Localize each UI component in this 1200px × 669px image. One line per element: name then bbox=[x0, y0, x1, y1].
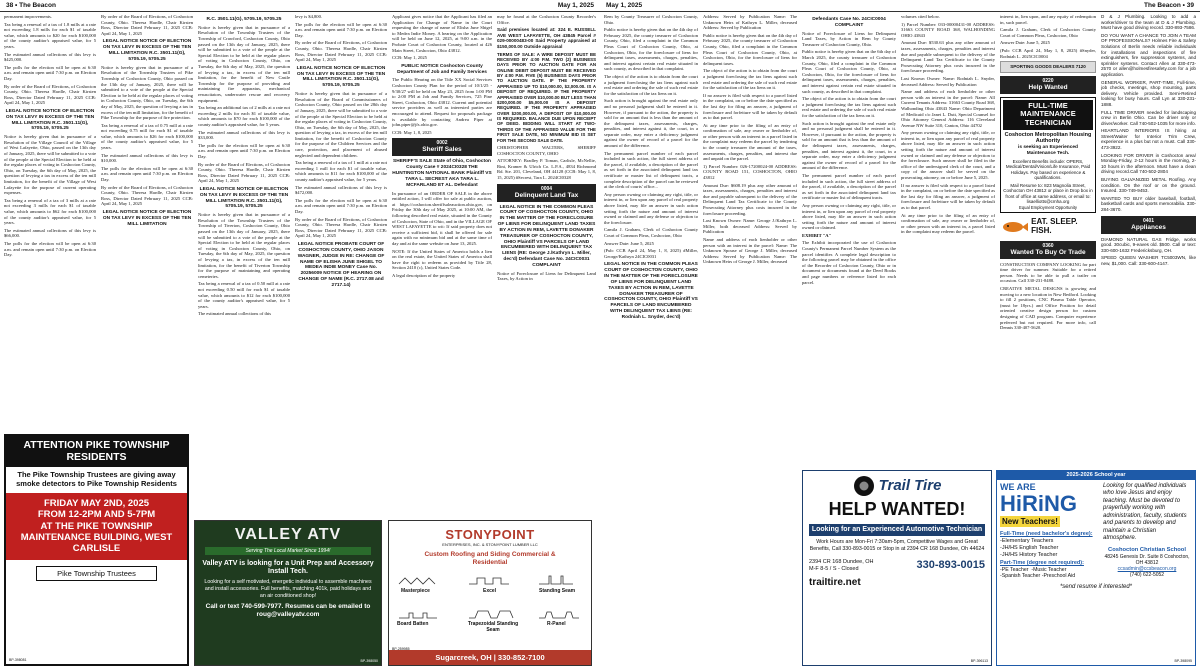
text-block: The polls for the election will be open at 6:30 a.m. and remain open until 7:30 p.m. on Election Day. bbox=[198, 142, 290, 159]
text-block: The permanent parcel number of each parcel included in such action, the full street address of the parcel, if available, a description of the parcel as set forth in the associated delinquent land tax certificate or master list of delinquent tracts. bbox=[802, 172, 896, 201]
text-block: Answer Date: June 5, 2025 bbox=[1000, 40, 1050, 46]
text-block: Name and address of each lienholder or other person with an interest in the parcel: Name: The Unknown Spouse of George J. Miller, deceased Address: Served by Publication Name: The Unknown Heirs of George J. Miller, deceased bbox=[703, 236, 797, 265]
trail-tire-hours: Work Hours are Mon-Fri 7:30am-5pm, Competitive Wages and Great Benefits, Call 330-893-0015 or Stop in at 2394 CR 168 Dundee, Oh 44624 bbox=[809, 539, 985, 553]
text-block: At any time prior to the filing of an entry of confirmation of sale, any owner or lienholder of, or other person with an interest in, a parcel listed in the complaint may redeem the parcel. bbox=[901, 212, 995, 235]
text-block: 38 bbox=[6, 1, 14, 9]
text-block: 0220 bbox=[1042, 77, 1054, 84]
text-block: -Music Teacher bbox=[1031, 566, 1067, 573]
text-block: BP-398095 bbox=[1174, 658, 1192, 663]
text-block: The object of the action is to obtain from the court a judgment foreclosing the tax liens against such real estate and ordering the sale of such real estate for the satisfaction of the tax liens on it. bbox=[703, 68, 797, 91]
text-block: At any time prior to the filing of an entry of confirmation of sale, any owner or lienholder of, or other person with an interest in a parcel listed in the complaint may redeem the parcel by tendering to the county treasurer the amount of the taxes, assessments, charges, penalties, and interest due and unpaid on the parcel. bbox=[703, 122, 797, 162]
text-block: Notice is hereby given that in pursuance of a Resolution of the Township Trustees of Pike Township of Coshocton County, Ohio passed on the 13th day of January, 2025, there will be submitted to a vote of the people at the Special Election to be held at the regular places of voting in Coshocton County, Ohio, on Tuesday, the 6th day of May, 2025, the question of levying a tax in excess of the ten mill limitation, for the benefit of Pike Township for the purpose of fire protection. bbox=[101, 64, 193, 121]
text-block: 48245 Genesis Dr. Suite 8 Coshocton, OH 43812 bbox=[1104, 553, 1190, 566]
valley-atv-body: Looking for a self motivated, energetic individual to assemble machines and install accessories. Full benefits, matching 401k, paid holidays and an air conditioned shop! bbox=[204, 579, 372, 599]
text-block: Board Batten bbox=[397, 621, 429, 627]
legal-heading: LEGAL NOTICE NOTICE OF ELECTION ON TAX LEVY IN EXCESS OF THE TEN MILL LIMITATION R.C. 3501.11(G), 5705.19, 5705.25 bbox=[5, 108, 95, 132]
trail-tire-phone: 330-893-0015 bbox=[916, 559, 985, 572]
right-column-2 bbox=[703, 14, 797, 467]
text-block: BP-398081 bbox=[9, 657, 27, 662]
text-block: Applicant gives notice that the Applicant has filed an Application for Change of Name in the Court requesting the change of name of Elisha June Shigel to Medea Indie Money. A hearing on the Application will be held on June 12, 2025, at 9:00 a.m. in the Probate Court of Coshocton County, located at 426 Main Street, Coshocton, Ohio 43812. bbox=[392, 14, 492, 53]
text-block: -Spanish Teacher bbox=[1000, 573, 1041, 580]
text-block: Name and address of each lienholder or other person with an interest in the parcel: Name: All Current Tenants Address: 31663 County Road 368, Walhonding Ohio 43843 Name: Ohio Department of Medicaid c/o Janet L. Dutt, Special Counsel for Ohio Attorney General Address: 116 Cleveland Avenue NW Suite 310, Canton, Ohio 44702 bbox=[901, 89, 995, 128]
text-block: 39 bbox=[1186, 1, 1194, 9]
text-block: By order of the Board of Elections, of Coshocton County, Ohio. Theresa Hardle, Chair Kirsten Ross, Director Dated February 11, 2025 CCB: April 24, May 1, 2025 bbox=[101, 184, 193, 207]
text-block: interest in, lien upon, and any equity of redemption in, such parcel. bbox=[1000, 14, 1096, 25]
text-block: Amount Due: $530.63 plus any other amount of taxes, assessments, charges, penalties and interest due and payable subsequent to the delivery of the Delinquent Land Tax Certificate to the County Prosecuting Attorney plus costs incurred in the foreclosure proceeding. bbox=[901, 40, 995, 74]
text-block: If no answer is filed with respect to a parcel listed in the complaint, on or before the date specified as the last day for filing an answer, a judgment of foreclosure and forfeiture will be taken by default as to that parcel. bbox=[703, 92, 797, 121]
text-block: 0002 bbox=[436, 140, 448, 147]
text-block: Rem by County Treasurer of Coshocton County, Ohio. bbox=[604, 14, 698, 25]
text-block: 0401 bbox=[1142, 217, 1155, 224]
text-block: Equal Employment Opportunity bbox=[1019, 204, 1077, 210]
text-block: Amount Due: $608.19 plus any other amount of taxes, assessments, charges, penalties and interest due and payable subsequent to the delivery of the Delinquent Land Tax Certificate to the County Prosecuting Attorney plus costs incurred in the foreclosure proceeding. bbox=[703, 182, 797, 216]
text-block: GENERAL WORKER, PART-TIME, Full-time, job checks, meetings, shop mounting, parts delivery. Vehicle provided. Semi-Retired looking for busy hours. Call Lyn at 330-231-1888. bbox=[1101, 79, 1196, 107]
trail-tire-ad bbox=[802, 470, 992, 666]
text-block: The polls for the election will be open at 6:30 a.m. and remain open until 7:30 p.m. on Election Day. bbox=[295, 197, 387, 214]
pike-ad-subtitle: The Pike Township Trustees are giving away smoke detectors to Pike Township Residents bbox=[16, 470, 177, 488]
text-block: Such action is brought against the real estate only and no personal judgment shall be entered in it. However, if pursuant to the action, the property is sold for an amount that is less than the amount of the delinquent taxes, assessments, charges, penalties, and interest against it, the court, in a separate order, may enter a deficiency judgment against the owner of record of a parcel for the amount of the difference. bbox=[604, 98, 698, 149]
trail-tire-headline: HELP WANTED! bbox=[828, 499, 966, 519]
text-block: TERMS OF SALE: A WIRE DEPOSIT MUST BE RECEIVED BY 4:00 P.M. TWO (2) BUSINESS DAYS PRIOR TO AUCTION DATE FOR AN ONLINE DEBIT DEPOSIT MUST BE RECEIVED BY 4:00 P.M. FIVE (5) BUSINESS DAYS PRIOR TO AUCTION DATE. IF THE PROPERTY APPRAISED UP TO $10,000.00, $2,000.00. IS A DEPOSIT OF REQUIRED. IF THE PROPERTY APPRAISED OVER $10,000.00 BUT LESS THAN $200,000.00 $5,000.00 IS A DEPOSIT REQUIRED. IF THE PROPERTY APPRAISED OVER $200,000.00, A DEPOSIT OF $10,000.00 IS REQUIRED. BALANCE DUE UPON RECEIPT OF DEED. BIDDING WILL START AT TWO-THIRDS OF THE APPRAISED VALUE FOR THE FIRST SALE DATE, NO MINIMUM BID IS SET FOR THE SECOND SALE DATE. bbox=[497, 51, 596, 143]
legal-heading: LEGAL NOTICE NOTICE OF ELECTION ON TAX LEVY IN EXCESS OF THE TEN MILL LIMITATION R.C. 3501.11(G), 5705.19, 5705.25 bbox=[296, 65, 386, 89]
text-block: Masterpiece bbox=[401, 588, 430, 594]
text-block: Trapezoidal Standing Seam bbox=[467, 621, 519, 634]
text-block: Tax being a renewal of a tax of 0.75 mill at a rate not exceeding 0.75 mill for each $1 of taxable value, which amounts to $26 for each $100,000 of the county auditor's appraised value, for 5 years. bbox=[101, 122, 193, 151]
pike-ad-signature: Pike Township Trustees bbox=[36, 566, 157, 581]
right-page-header bbox=[600, 0, 1200, 12]
text-block: The polls for the election will be open at 6:30 a.m. and remain open until 7:30 p.m. on Election Day. bbox=[295, 21, 387, 38]
text-block: Notice is hereby given that in pursuance of a Resolution of the Board of Commissioners of Coshocton County, Ohio passed on the 28th day of January, 2025, there will be submitted to a vote of the people at the Special Election to be held at the regular places of voting in Coshocton County, Ohio, on Tuesday, the 6th day of May, 2025, the question of levying a tax, in excess of the ten mill limitation, for the benefit of Coshocton County for the purpose of the Children Services and the care, protection, and placement of abused neglected and dependent children. bbox=[295, 91, 387, 158]
text-block: EXHIBIT "A" bbox=[802, 232, 832, 238]
text-block: The estimated annual collections of this levy is $33,000. bbox=[198, 129, 290, 141]
school-hiring-ad bbox=[996, 470, 1196, 666]
text-block: The estimated annual collections of this levy is $10,000. bbox=[101, 152, 193, 164]
text-block: Public notice is hereby given that on the 4th day of February 2025, the county treasurer of Coshocton County, Ohio, filed a complaint in the Common Pleas Court of Coshocton County, Ohio, at Coshocton, Ohio, for the foreclosure of liens for delinquent taxes. bbox=[703, 32, 797, 66]
trail-tire-subtitle: Looking for an Experienced Automotive Technician bbox=[809, 524, 985, 536]
text-block: Camila J. Graham, Clerk of Coshocton County Court of Common Pleas, Coshocton, Ohio bbox=[604, 227, 698, 238]
masterpiece-profile-icon bbox=[399, 578, 435, 584]
right-column-1 bbox=[604, 14, 698, 667]
text-block: Trail Tire bbox=[878, 476, 942, 494]
stonypoint-subtitle: ENTERPRISES, INC. & STONYPOINT LUMBER LLC bbox=[442, 541, 538, 547]
text-block: By order of the Board of Elections, of Coshocton County, Ohio. Theresa Hardle, Chair Kirsten Ross, Director Dated February 11, 2025 CCB: April 24, May 1, 2025 bbox=[101, 14, 193, 36]
right-page bbox=[600, 0, 1200, 669]
text-block: Any person owning or claiming any right, title, or interest in, or lien upon any parcel of real property above listed, may file an answer in such action setting forth the nature and amount of interest owned or claimed and any defense or objection to the foreclosure. bbox=[604, 191, 698, 225]
text-block: NOTE: If the United States of America holds a lien on the real estate, the United States of America shall have the right to redeem as provided by Title 28, Section 2410 (c), United States Code. bbox=[392, 248, 492, 271]
legal-heading: SHERIFF'S SALE State of Ohio, Coshocton County Case # 2024CI0328 THE HUNTINGTON NATIONAL BANK Plaintiff VS TARA L. SECREST AKA TARA L. MCFARLAND ET AL. Defendant bbox=[392, 159, 492, 188]
page-number-left: 38 • The Beacon bbox=[6, 1, 56, 9]
left-column-5 bbox=[392, 14, 492, 517]
pike-township-ad bbox=[4, 434, 189, 666]
text-block: Appliances bbox=[1131, 223, 1166, 231]
trail-tire-address: 2394 CR 168 Dundee, OH M-F 8-5 / S - Closed bbox=[809, 559, 874, 572]
text-block: Coshocton Christian School bbox=[1108, 546, 1186, 553]
text-block: Such action is brought against the real estate only and no personal judgment shall be entered in it. However, if pursuant to the action, the property is sold for an amount that is less than the amount of the delinquent taxes, assessments, charges, penalties, and interest against it, the court, in a separate order, may enter a deficiency judgment against the owner of record of a parcel for the amount of the difference. bbox=[802, 120, 896, 171]
text-block: Excel bbox=[483, 588, 497, 594]
text-block: D & J Plumbing. Looking to add a worker/driver to the team at D & J Plumbing. Must have good driving record. 330-893-7586. bbox=[1101, 14, 1196, 31]
text-block: CREATIVE METAL DESIGNS is growing and moving to a new location in New Bedford. Looking to fill 2 positions, CNC Plasma Table Operator, (must be 18yrs.) and Office Position for detail oriented creative design person for custom designing of CAD program. Computer experience preferred but not required. For more info, call Dennis 330-407-5620. bbox=[1000, 286, 1096, 331]
stonypoint-footer: Sugarcreek, OH | 330-852-7100 bbox=[389, 650, 591, 665]
hiring-ad-blurb: Looking for qualified individuals who love Jesus and enjoy teaching. Must be devoted to prayerfully working with administration, faculty, students and parents to develop and maintain a Christian atmosphere. bbox=[1103, 482, 1187, 542]
pike-ad-title-bar bbox=[6, 436, 187, 467]
stonypoint-ad bbox=[388, 520, 592, 666]
sporting-goods-banner: SPORTING GOODS DEALERS 7120 bbox=[1000, 61, 1096, 72]
maintenance-tech-ad bbox=[1000, 97, 1096, 213]
text-block: The estimated annual collections of this levy is $472,000. bbox=[295, 184, 387, 196]
text-block: In pursuance of an ORDER OF SALE in the above entitled action, I will offer for sale at public auction, at https://coshocton.sheriffsaleauction.ohio.gov, on Friday the 30th day of May 2025, at 10:00 AM, the following described real estate, situated in the County of Coshocton, State of Ohio, and in the VILLAGE OF WEST LAFAYETTE to wit: If said property does not receive a sufficient bid, it shall be offered for sale again with no minimum bid and at the same time of day and at the same website on June 13, 2025. bbox=[392, 190, 492, 246]
header-date-right: May 1, 2025 bbox=[606, 1, 643, 9]
text-block: -JH/HS English Teacher bbox=[1000, 544, 1059, 551]
pike-ad-time: FROM 12-2PM AND 5-7PM bbox=[37, 509, 156, 521]
text-block: Notice of Foreclosure of Liens for Delinquent Land Taxes, by Action in Rem by County Treasurer of Coshocton County, Ohio. bbox=[802, 30, 896, 47]
text-block: 0360 bbox=[1042, 242, 1054, 249]
text-block: may be found at the Coshocton County Recorder's Office. bbox=[497, 14, 596, 25]
text-block: Answer Date: June 5, 2025 bbox=[604, 240, 654, 246]
text-block: Notice is hereby given that in pursuance of a Resolution of the Township Trustees of the Township of Crawford, Coshocton County, Ohio passed on the 13th day of January, 2025, there will be submitted to a vote of the people at the Special Election to be held at the regular places of voting in Coshocton County, Ohio, on Tuesday, the 6th day of May, 2025, the question of levying a tax, in excess of the ten mill limitation, for the benefit of New Castle Township for the purpose of providing and maintaining fire apparatus, mechanical resuscitators, underwater rescue and recovery equipment. bbox=[198, 24, 290, 103]
stonypoint-logo: STONYPOINT bbox=[445, 527, 535, 542]
text-block: Delinquent Land Tax bbox=[514, 191, 579, 199]
text-block: By order of the Board of Elections, of Coshocton County, Ohio. Theresa Hardle, Chair Kirsten Ross, Director Dated February 11, 2025 CCB: April 24, May 1, 2025 bbox=[295, 216, 387, 239]
text-block: DO YOU WANT A CHANCE TO JOIN A TEAM OF PROFESSIONALS? Holmes Fire & Safety Solutions of Berlin needs reliable individuals for installations and inspections of fire extinguishers, fire suppression systems, and sprinkler systems. Contact Allen at 330-473-2570 or allen@holmesfiresafety.com for a job application. bbox=[1101, 32, 1196, 77]
text-block: is seeking an Experienced Maintenance Tech. bbox=[1018, 144, 1078, 156]
text-block: Full-Time (need bachelor's degree): bbox=[1000, 531, 1093, 538]
valley-atv-cta: Call or text 740-599-7977. Resumes can be emailed to roug@valleyatv.com bbox=[205, 603, 371, 619]
legal-heading: LEGAL NOTICE PROBATE COURT OF COSHOCTON COUNTY, OHIO JASON WAGNER, JUDGE IN RE: CHANGE OF NAME OF ELISHA JUNE SHIGEL TO MEDEA INDIE MONEY Case No. 20256009 NOTICE OF HEARING ON CHANGE OF NAME (R.C. 2717.08 and 2717.14) bbox=[297, 241, 385, 288]
page-number-right: The Beacon • 39 bbox=[1144, 1, 1194, 9]
text-block: DIAMOND NATURAL GAS Fridge, works good. 30cubic, 9-eaves old. $500. Call or text: 330-600-1632 Fredericksburg, OH. bbox=[1101, 236, 1196, 253]
text-block: FULL TIME DRIVER needed for landscaping crew in Berlin Ohio. Can be driver only or driver/worker. Call 740-502-1035 for more info. bbox=[1101, 109, 1196, 126]
legal-heading: LEGAL NOTICE IN THE COMMON PLEAS COURT OF COSHOCTON COUNTY, OHIO IN THE MATTER OF THE FORECLOSURE OF LIENS FOR DELINQUENT LAND TAXES BY ACTION IN REM, LAVETTE DONAKER TREASURER OF COSHOCTON COUNTY, OHIO Plaintiff VS PARCELS OF LAND ENCUMBERED WITH DELINQUENT TAX LIENS (RE: Rodniah L. Snyder, dec'd) bbox=[604, 262, 698, 320]
text-block: volumes cited below. bbox=[901, 14, 940, 19]
text-block: Any person owning or claiming any right, title, or interest in, or lien upon any parcel of real property above listed, may file an answer in such action setting forth the nature and amount of interest owned or claimed and any defense or objection to the foreclosure. Such answer shall be filed in the office of the undersigned clerk of the court, and a copy of the answer shall be served on the prosecuting attorney, on or before June 5, 2025. bbox=[901, 130, 995, 181]
text-block: BP-259985 bbox=[392, 646, 410, 651]
text-block: CHRISTOPHER WALTERS, SHERIFF COSHOCTON COUNTY, OHIO bbox=[497, 144, 596, 156]
board-batten-profile-icon bbox=[399, 613, 437, 618]
text-block: BUYING GALVANIZED METAL Roofing. Any condition. On the roof or on the ground. Insured. 330-749-9453. bbox=[1101, 177, 1196, 194]
fish-icon bbox=[1000, 216, 1028, 238]
text-block: Notice is hereby given that in pursuance of a Resolution of the Township Trustees of the Township of Tiverton, Coshocton County, Ohio passed on the 13th day of January, 2025, there will be submitted to a vote of the people at the Special Election to be held at the regular places of voting in Coshocton County, Ohio, on Tuesday, the 6th day of May, 2025, the question of levying a tax, in excess of the ten mill limitation, for the benefit of Tiverton Township for the purpose of maintaining and operating cemeteries. bbox=[198, 212, 290, 279]
text-block: -PE Teacher bbox=[1000, 566, 1029, 573]
text-block: Last Known Owner: Name: Rodniah L. Snyder, deceased Address: Served by Publication bbox=[901, 75, 995, 87]
text-block: Excellent Benefits include: OPERS, Medical/Dental/Vision/Life Insurance, Paid Holidays. Pay based on experience & qualifications. bbox=[1005, 158, 1091, 181]
text-block: A legal description of the property bbox=[392, 272, 456, 278]
text-block: CCB: May 1, 8, 2025 bbox=[392, 129, 432, 135]
text-block: Help Wanted bbox=[1028, 83, 1068, 91]
text-block: (Pub: CCB April 24, May 1, 8, 2025) #Snyder, Rodniah L. 2025CIC0004 bbox=[1000, 47, 1096, 59]
text-block: Any person owning or claiming any right, title, or interest in, or lien upon any parcel of real property above listed, may file an answer in such action setting forth the nature and amount of interest owned or claimed. bbox=[802, 202, 896, 231]
text-block: The estimated annual collections of this levy is $66,000. bbox=[4, 227, 96, 239]
text-block: Said premises located at: 324 E. RUSSELL AVE WEST LAFAYETTE, OH 43845 Parcel # 029-00000483-00 Said Property appraised at $150,000.00 Outside appraisal bbox=[497, 27, 596, 49]
text-block: EAT. SLEEP. FISH. bbox=[1031, 217, 1078, 235]
text-block: 1) Parcel Number: 033-00000431-00 ADDRESS: 31663 COUNTY ROAD 368, WALHONDING OHIO 43843 bbox=[901, 21, 995, 38]
text-block: The Beacon bbox=[1144, 1, 1181, 9]
text-block: Mail Resume to: 823 Magnolia Street, Coshocton OH 43812 or place in Drop box in front of office at same address, or email to: lisaelliotts@cmha.org bbox=[1003, 182, 1093, 205]
hiring-ad-top: 2025-2026 School year bbox=[997, 471, 1195, 480]
text-block: CONSTRUCTION COMPANY LOOKING for part time driver for summer. Suitable for a retired person. Needs to be able to pull a trailer on occasion. Call 330-231-8488. bbox=[1000, 261, 1096, 284]
right-column-5 bbox=[1000, 14, 1096, 467]
left-column-6 bbox=[497, 14, 596, 517]
text-block: Tax being a renewal of a tax of 1 mill at a rate not exceeding 1 mill for each $1 of taxable value, which amounts to $11 for each $100,000 of the county auditor's appraised value, for 5 years. bbox=[295, 160, 387, 183]
text-block: BP-398050 bbox=[360, 658, 378, 663]
text-block: By order of the Board of Elections, of Coshocton County, Ohio. Theresa Hardle, Chair Kirsten Ross, Director Dated February 11, 2025 CCB: April 24, May 1, 2025 bbox=[295, 40, 387, 63]
text-block: LOOKING FOR DRIVER in Coshocton area/ Monday-Friday, 2-12 hours in the morning, 2-10 hours in the afternoon. Must have a clean driving record.Call 740-502-2804 bbox=[1101, 152, 1196, 175]
hiring-ad-note: *send resume if interested* bbox=[1059, 583, 1133, 590]
legal-heading: LEGAL NOTICE NOTICE OF ELECTION ON TAX LEVY IN EXCESS OF THE TEN MILL LIMITATION R.C. 3501.11(G), 5705.19, 5705.25 bbox=[199, 186, 289, 210]
text-block: Last Known Owner: Name: George J./Kathryn L. Miller, both deceased Address: Served by Publication bbox=[703, 218, 797, 235]
trail-tire-website: traiItire.net bbox=[809, 576, 861, 588]
text-block: Standing Seam bbox=[539, 588, 576, 594]
section-header-sheriff-sales bbox=[392, 138, 492, 156]
pike-ad-title: ATTENTION PIKE TOWNSHIP RESIDENTS bbox=[23, 439, 170, 463]
right-column-3 bbox=[802, 14, 896, 467]
hiring-ad-email[interactable]: ccsadmin@ccsbeacon.org bbox=[1117, 565, 1177, 572]
text-block: 0004 bbox=[540, 185, 553, 192]
text-block: The Public Hearing on the Title XX Social Services Coshocton County Plan for the period of 10/1/25 - 9/30/27 will be held on May 23, 2025 from 1:00 PM to 2:00 PM at Job and Family Services, 725 Pine Street, Coshocton, Ohio 43812. Current and potential service providers as well as interested parties are encouraged to attend. Request for proposals package is available by contacting Andrea Piper at john.piper@jfs.ohio.gov. bbox=[392, 77, 492, 128]
legal-heading: Defendants Case No. 24CIC0004 COMPLAINT bbox=[812, 17, 886, 28]
text-block: Public notice is hereby given that on the 6th day of March 2025, the county treasurer of Coshocton County, Ohio, filed a complaint in the Common Pleas Court of Coshocton County, Ohio, at Coshocton, Ohio, for the foreclosure of liens for delinquent taxes, assessments, charges, penalties, and interest against certain real estate situated in such county, as described in that complaint. bbox=[802, 49, 896, 94]
hiring-ad-hiring: HiRiNG bbox=[1000, 490, 1077, 516]
section-header-wanted-to-buy bbox=[1000, 241, 1096, 259]
text-block: (740) 622-5052 bbox=[1129, 572, 1165, 579]
section-header-appliances bbox=[1101, 216, 1196, 234]
text-block: Tax being a renewal of a tax of 0.50 mill at a rate not exceeding 0.50 mill for each $1 of taxable value, which amounts to $12 for each $100,000 of the county auditor's appraised value, for 5 years. bbox=[198, 281, 290, 309]
text-block: R.C. 3501.11(G), 5705.19, 5705.25 bbox=[206, 17, 282, 22]
text-block: Notice is hereby given that in pursuance of a Resolution of the Village Council of the Village of West Lafayette, Ohio, passed on the 13th day of January, 2025, there will be submitted to a vote of the people at the Special Election to be held at the regular places of voting in Coshocton County, Ohio, on Tuesday, the 6th day of May, 2025, the question of levying a tax in excess of the ten mill limitation, for the benefit of the Village of West Lafayette for the purpose of current operating expenses. bbox=[4, 134, 96, 196]
trail-tire-logo bbox=[803, 475, 991, 497]
text-block: The estimated annual collections of this bbox=[198, 311, 272, 317]
stonypoint-headline: Custom Roofing and Siding Commercial & Residential bbox=[424, 550, 556, 566]
maint-ad-title: FULL-TIME MAINTENANCE TECHNICIAN bbox=[1003, 100, 1093, 130]
valley-atv-headline: Valley ATV is looking for a Unit Prep and Accessory Install Tech. bbox=[202, 559, 374, 575]
text-block: The object of the action is to obtain from the court a judgment foreclosing the tax liens against such real estate and ordering the sale of such real estate for the satisfaction of the tax liens on it. bbox=[802, 96, 896, 118]
pike-ad-date: FRIDAY MAY 2ND, 2025 bbox=[43, 497, 150, 509]
right-column-4 bbox=[901, 14, 995, 467]
text-block: Tax being a renewal of a tax of 3 mills at a rate not exceeding 3 mills for each $1 of taxable value, which amounts to $62 for each $100,000 of the county auditor's appraised value, for 5 years. bbox=[4, 197, 96, 226]
pike-ad-place: AT THE PIKE TOWNSHIP MAINTENANCE BUILDING, WEST CARLISLE bbox=[20, 520, 173, 555]
pike-ad-event-box bbox=[6, 493, 187, 560]
trapezoidal-profile-icon bbox=[469, 611, 513, 618]
text-block: R-Panel bbox=[547, 621, 566, 627]
text-block: The permanent parcel number of each parcel included in such action, the full street address of the parcel, if available, a description of the parcel as set forth in the associated delinquent land tax certificate or master list of delinquent tracts, a complete description of the parcel can be reviewed at the clerk of courts' office... bbox=[604, 150, 698, 190]
text-block: Sheriff Sales bbox=[422, 146, 462, 154]
text-block: WANTED TO BUY older baseball, football, basketball cards and sports memorabilia. 330-284-3670. bbox=[1101, 195, 1196, 212]
text-block: Notice of Foreclosure of Liens for Delinquent Land Taxes, by Action in bbox=[497, 270, 596, 282]
text-block: levy is $4,800. bbox=[295, 14, 323, 19]
text-block: By order of the Board of Elections, of Coshocton County, Ohio. Theresa Hardle, Chair Kirsten Ross, Director Dated February 11, 2025 CCB: April 24, May 1, 2025 bbox=[4, 83, 96, 106]
right-column-6 bbox=[1101, 14, 1196, 517]
excel-profile-icon bbox=[469, 578, 509, 584]
text-block: -JH/HS History Teacher bbox=[1000, 551, 1058, 558]
text-block: The estimated annual collections of this levy is $425,000. bbox=[4, 51, 96, 63]
text-block: The polls for the election will be open at 6:30 a.m. and remain open until 7:30 p.m. on Election Day. bbox=[4, 240, 96, 258]
r-panel-profile-icon bbox=[539, 612, 579, 618]
valley-atv-tagline: Serving The Local Market Since 1994! bbox=[205, 547, 371, 555]
valley-atv-ad bbox=[194, 520, 382, 666]
text-block: -Preschool Aid bbox=[1041, 573, 1076, 580]
valley-atv-logo: VALLEY ATV bbox=[234, 526, 342, 543]
text-block: Address: Served by Publication Name: The Unknown Heirs of Kathryn L. Miller, deceased Address: Served by Publication bbox=[703, 14, 797, 31]
left-page-header bbox=[0, 0, 600, 12]
text-block: permanent improvements. bbox=[4, 14, 52, 19]
text-block: Part-Time (degree not required): bbox=[1000, 560, 1084, 567]
text-block: If no answer is filed with respect to a parcel listed in the complaint, on or before the date specified as the last day for filing an answer, a judgment of foreclosure and forfeiture will be taken by default as to that parcel. bbox=[901, 182, 995, 210]
section-header-help-wanted bbox=[1000, 76, 1096, 94]
text-block: The polls for the election will be open at 6:30 a.m. and remain open until 7:30 p.m. on Election Day. bbox=[101, 165, 193, 183]
text-block: BP-396113 bbox=[970, 658, 988, 663]
text-block: ATTORNEY: Bradley P. Toman, Carlisle, McNellie, Rini, Kramer & Ulrich Co. L.P.A., 4834 Richmond Rd. Ste. 201, Cleveland, OH 44128 (CCB: May 1, 8, 15, 2025) #Secrest, Tara L. 2024CI0328 bbox=[497, 158, 596, 180]
standing-seam-profile-icon bbox=[539, 576, 573, 584]
text-block: Public notice is hereby given that on the 4th day of February 2025, the county treasurer of Coshocton County, Ohio, filed a complaint in the Common Pleas Court of Coshocton County, Ohio, at Coshocton, Ohio, for the foreclosure of liens for delinquent taxes, assessments, charges, penalties, and interest against certain real estate situated in such county, as described in that complaint. bbox=[604, 27, 698, 72]
header-date-left: May 1, 2025 bbox=[557, 1, 594, 9]
text-block: The object of the action is to obtain from the court a judgment foreclosing the tax liens against such real estate and ordering the sale of such real estate for the satisfaction of the tax liens on it. bbox=[604, 73, 698, 96]
text-block: Camila J. Graham, Clerk of Coshocton County Court of Common Pleas, Coshocton, Ohio bbox=[1000, 27, 1096, 38]
text-block: (Pub: CCB April 24, May 1, 8, 2025) #Miller, George/Kathryn 24CIC0031 bbox=[604, 248, 698, 259]
text-block: SPEED QUEEN WASHER TC5003WN, like new, $1,000. Call: 330-600-4147. bbox=[1101, 255, 1196, 266]
legal-heading: LEGAL NOTICE NOTICE OF ELECTION ON TAX LEVY IN EXCESS OF THE TEN MILL LIMITATION R.C. 3501.11(G), 5705.19, 5705.25 bbox=[102, 39, 192, 62]
eat-sleep-fish-ad bbox=[1000, 216, 1096, 238]
section-header-delinquent-land-tax bbox=[497, 184, 596, 202]
text-block: The Exhibit incorporated the use of Coshocton County's Permanent Parcel Number System as the parcel identifier. A complete legal description to the following parcel may be obtained in the office of the Recorder of Coshocton County, Ohio or in document or documents found at the Deed Books and page numbers or reference listed for each parcel. bbox=[802, 240, 896, 285]
text-block: The polls for the election will be open at 6:30 a.m. and remain open until 7:30 p.m. on Election Day. bbox=[4, 64, 96, 81]
text-block: Tax being a renewal of a tax of 1.8 mills at a rate not exceeding 1.8 mills for each $1 of taxable value, which amounts to $20 for each $100,000 of the county auditor's appraised value, for 5 years. bbox=[4, 21, 96, 49]
tire-icon bbox=[853, 475, 875, 497]
legal-heading: PUBLIC NOTICE Coshocton County Department of Job and Family Services bbox=[397, 63, 487, 75]
legal-heading: LEGAL NOTICE IN THE COMMON PLEAS COURT OF COSHOCTON COUNTY, OHIO IN THE MATTER OF THE FORECLOSURE OF LIENS FOR DELINQUENT LAND TAXES BY ACTION IN REM, LAVETTE DONAKER TREASURER OF COSHOCTON COUNTY, OHIO Plaintiff VS PARCELS OF LAND ENCUMBERED WITH DELINQUENT TAX LIENS (RE: George J./Kathryn L. Miller, dec'd) Defendant Case No. 24CIC0031 COMPLAINT bbox=[497, 204, 596, 268]
text-block: CCB: May 1, 2025 bbox=[392, 55, 427, 61]
text-block: 1) Parcel Number: 026-17200024-00 ADDRESS: COUNTY ROAD 151, COSHOCTON, OHIO 43812 bbox=[703, 163, 797, 181]
text-block: Coshocton Metropolitan Housing Authority bbox=[1004, 131, 1092, 145]
text-block: -Elementary Teachers bbox=[1000, 538, 1054, 545]
text-block: Wanted To Buy Or Trade bbox=[1010, 248, 1086, 256]
hiring-ad-we-are: WE ARE bbox=[1000, 481, 1036, 492]
text-block: The Beacon bbox=[19, 1, 56, 9]
text-block: By order of the Board of Elections, of Coshocton County, Ohio. Theresa Hardle, Chair Kirsten Ross, Director Dated February 11, 2025 CCB: April 24, May 1, 2025 bbox=[198, 161, 290, 184]
hiring-ad-new-teachers: New Teachers! bbox=[1002, 516, 1058, 526]
text-block: HEARTLAND INTERIORS IS hiring at Street/Waiter for Interior Trim Crew, experience is a plus but not a must. Call 330-473-3922. bbox=[1101, 128, 1196, 151]
text-block: Tax being an additional tax of 2 mills at a rate not exceeding 2 mills for each $1 of taxable value, which amounts to $70 for each $100,000 of the county auditor's appraised value, for 5 years. bbox=[198, 105, 290, 127]
legal-heading: LEGAL NOTICE NOTICE OF ELECTION ON TAX LEVY IN EXCESS OF THE TEN MILL LIMITATION bbox=[102, 210, 192, 227]
